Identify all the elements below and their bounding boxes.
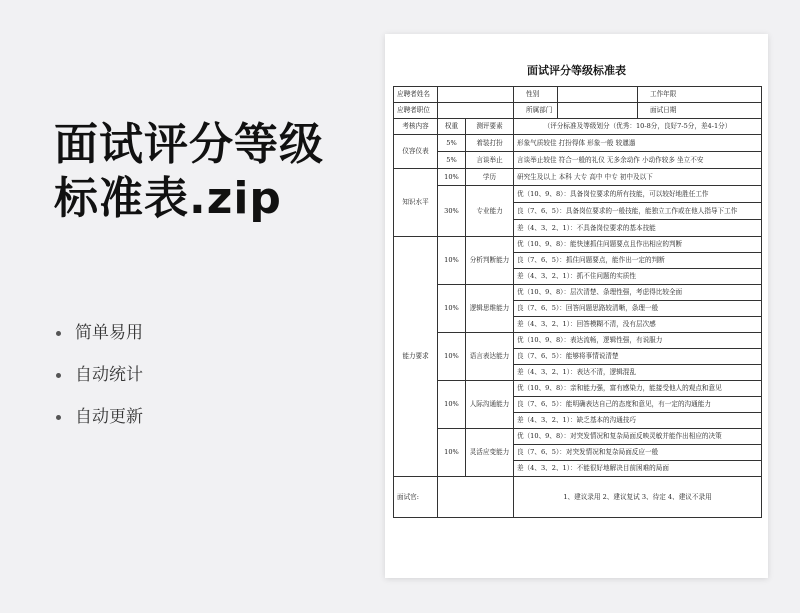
table-row: 差（4、3、2、1）：表达不清，逻辑混乱 [394, 365, 762, 381]
evaluation-table [393, 86, 762, 518]
bullet-dot-icon [56, 415, 61, 420]
table-row: 差（4、3、2、1）：不具备岗位要求的基本技能 [394, 220, 762, 237]
info-row: 应聘者职位 所属部门 面试日期 [394, 103, 762, 119]
header-row: 考核内容 权重 测评要素 （评分标准及等级划分（优秀：10-8分，良好7-5分，差4-1分） [394, 119, 762, 135]
table-row: 差（4、3、2、1）：缺乏基本的沟通技巧 [394, 413, 762, 429]
table-row: 良（7、6、5）：能明确表达自己的态度和意见，有一定的沟通能力 [394, 397, 762, 413]
table-row: 能力要求 10% 分析判断能力 优（10、9、8）：能快速抓住问题要点且作出相应的判断 [394, 237, 762, 253]
decision-options: 1、建议录用 2、建议复试 3、待定 4、建议不录用 [514, 477, 762, 518]
document-title: 面试评分等级标准表 [527, 64, 626, 77]
bullet-dot-icon [56, 331, 61, 336]
table-row: 良（7、6、5）：对突发情况和复杂局面反应一般 [394, 445, 762, 461]
table-row: 差（4、3、2、1）：回答模糊不清，没有层次感 [394, 317, 762, 333]
table-row: 10% 人际沟通能力 优（10、9、8）：亲和能力强，富有感染力，能接受他人的观点和意见 [394, 381, 762, 397]
table-row: 良（7、6、5）：回答问题思路较清晰，条理一般 [394, 301, 762, 317]
info-row: 应聘者姓名 性别 工作年限 [394, 87, 762, 103]
table-row: 5% 言谈举止 言谈举止较佳 符合一般的礼仪 无多余动作 小动作较多 坐立不安 [394, 152, 762, 169]
table-row: 10% 灵活应变能力 优（10、9、8）：对突发情况和复杂局面反映灵敏并能作出相应的决策 [394, 429, 762, 445]
feature-item: 自动更新 [56, 396, 143, 438]
table-row: 差（4、3、2、1）：不能很好地解决目前困难的局面 [394, 461, 762, 477]
table-row: 良（7、6、5）：具备岗位要求的一般技能，能独立工作或在他人指导下工作 [394, 203, 762, 220]
feature-list [56, 312, 143, 438]
interviewer-signature-field [438, 477, 514, 518]
bullet-dot-icon [56, 373, 61, 378]
table-row: 良（7、6、5）：能够将事情说清楚 [394, 349, 762, 365]
table-row: 10% 语言表达能力 优（10、9、8）：表达流畅，逻辑性强，有说服力 [394, 333, 762, 349]
table-row: 差（4、3、2、1）：抓不住问题的实质性 [394, 269, 762, 285]
table-row: 知识水平 10% 学历 研究生及以上 本科 大专 高中 中专 初中及以下 [394, 169, 762, 186]
interviewer-row [394, 477, 762, 518]
document-preview [385, 34, 768, 578]
table-row: 30% 专业能力 优（10、9、8）：具备岗位要求的所有技能，可以较好地胜任工作 [394, 186, 762, 203]
table-row: 仪容仪表 5% 着装打扮 形象气质较佳 打扮得体 形象一般 较邋遢 [394, 135, 762, 152]
cover-title: 面试评分等级标准表.zip [54, 119, 324, 224]
table-row: 良（7、6、5）：抓住问题要点，能作出一定的判断 [394, 253, 762, 269]
table-row: 10% 逻辑思维能力 优（10、9、8）：层次清楚、条理性强，考虑得比较全面 [394, 285, 762, 301]
feature-item: 自动统计 [56, 354, 143, 396]
interviewer-label: 面试官: [394, 477, 438, 518]
feature-item: 简单易用 [56, 312, 143, 354]
